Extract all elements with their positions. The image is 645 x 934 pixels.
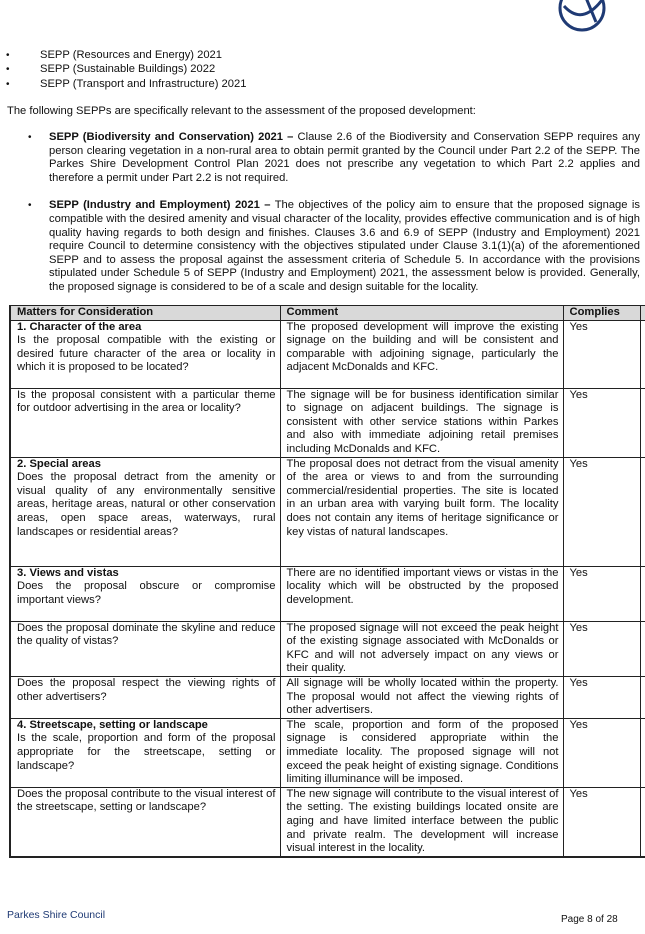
matter-cell xyxy=(10,320,280,388)
matter-text: Does the proposal respect the viewing rights of other advertisers? xyxy=(17,676,276,703)
comment-cell: The new signage will contribute to the visual interest of the setting. The existing buildings located onsite are aging and have limited interface between the public and private realm. The development will increase visual interest in the locality. xyxy=(280,787,563,856)
sepp-title: SEPP (Industry and Employment) 2021 – xyxy=(49,199,271,212)
sepp-item xyxy=(0,199,640,294)
spacer-cell xyxy=(640,388,645,457)
comment-cell: The proposed development will improve the existing signage on the building and will be consistent and comparable with adjoining signage, particularly the adjacent McDonalds and KFC. xyxy=(280,320,563,388)
spacer-cell xyxy=(640,320,645,388)
spacer-cell xyxy=(640,621,645,676)
column-header: Matters for Consideration xyxy=(10,306,280,321)
matter-cell xyxy=(10,718,280,787)
list-item: • SEPP (Transport and Infrastructure) 2021 xyxy=(0,78,640,92)
comment-cell: The proposal does not detract from the visual amenity of the area or views to and from the surrounding commercial/residential properties. The site is located in an urban area with varying built form. The locality does not contain any items of heritage significance or key vistas of natural landscapes. xyxy=(280,457,563,566)
sepp-title: SEPP (Biodiversity and Conservation) 2021 – xyxy=(49,131,294,143)
matter-heading: 4. Streetscape, setting or landscape xyxy=(17,718,208,731)
table-row xyxy=(10,676,645,718)
table-row xyxy=(10,388,645,457)
list-item: • SEPP (Sustainable Buildings) 2022 xyxy=(0,63,640,77)
table-row xyxy=(10,718,645,787)
matter-text: Does the proposal contribute to the visual interest of the streetscape, setting or landscape? xyxy=(17,787,276,814)
matter-text: Does the proposal obscure or compromise important views? xyxy=(17,580,276,606)
table-row xyxy=(10,621,645,676)
page-number: Page 8 of 28 xyxy=(561,914,618,925)
list-item: • SEPP (Resources and Energy) 2021 xyxy=(0,49,640,63)
matter-heading: 3. Views and vistas xyxy=(17,566,119,579)
column-header: Complies xyxy=(563,306,640,321)
complies-cell: Yes xyxy=(563,388,640,457)
matter-heading: 2. Special areas xyxy=(17,457,101,470)
comment-cell: There are no identified important views or vistas in the locality which will be obstructed by the proposed development. xyxy=(280,566,563,621)
complies-cell: Yes xyxy=(563,787,640,856)
comment-cell: The proposed signage will not exceed the peak height of the existing signage associated with McDonalds or KFC and will not adversely impact on any views or their quality. xyxy=(280,621,563,676)
sepp-body: The objectives of the policy aim to ensure that the proposed signage is compatible with the desired amenity and visual character of the locality, provides effective communication and is of high quality having regards to both design and finishes. Clauses 3.6 and 6.9 of SEPP (Industry and Employment) 2021 require Council to determine consistency with the objectives stipulated under Clause 3.1(1)(a) of the aforementioned SEPP and to assess the proposal against the assessment criteria of Schedule 5. In accordance with the provisions stipulated under Schedule 5 of SEPP (Industry and Employment) 2021, the assessment below is provided. Generally, the proposed signage is considered to be of a scale and design suitable for the locality. xyxy=(49,199,640,293)
sepp-body: Clause 2.6 of the Biodiversity and Conservation SEPP requires any person clearing vegetation in a non-rural area to obtain permit granted by the Council under Part 2.2 of the SEPP. The Parkes Shire Development Control Plan 2021 does not prescribe any vegetation to which Part 2.2 applies and therefore a permit under Part 2.2 is not required. xyxy=(49,131,640,184)
matter-text: Is the proposal consistent with a particular theme for outdoor advertising in the area or locality? xyxy=(17,388,276,415)
matter-text: Is the proposal compatible with the existing or desired future character of the area or locality in which it is proposed to be located? xyxy=(17,334,276,374)
matter-text: Does the proposal dominate the skyline and reduce the quality of vistas? xyxy=(17,621,276,648)
sepp-item xyxy=(0,131,640,185)
spacer-cell xyxy=(640,787,645,856)
assessment-table xyxy=(9,305,645,858)
spacer-cell xyxy=(640,457,645,566)
matter-cell xyxy=(10,676,280,718)
spacer-cell xyxy=(640,718,645,787)
column-header: Comment xyxy=(280,306,563,321)
sepp-list xyxy=(0,131,640,295)
comment-cell: The scale, proportion and form of the proposed signage is considered appropriate within the immediate locality. The proposed signage will not exceed the peak height of existing signage. Conditions limiting illuminance will be imposed. xyxy=(280,718,563,787)
column-header-spacer xyxy=(640,306,645,321)
table-row xyxy=(10,787,645,856)
comment-cell: All signage will be wholly located within the property. The proposal would not affect the viewing rights of other advertisers. xyxy=(280,676,563,718)
matter-cell xyxy=(10,787,280,856)
intro-paragraph: The following SEPPs are specifically relevant to the assessment of the proposed development: xyxy=(7,105,476,117)
matter-cell xyxy=(10,457,280,566)
table-row xyxy=(10,320,645,388)
table-row xyxy=(10,457,645,566)
complies-cell: Yes xyxy=(563,676,640,718)
comment-cell: The signage will be for business identification similar to signage on adjacent buildings. The signage is consistent with other service stations within Parkes and also with immediate adjoining retail premises including McDonalds and KFC. xyxy=(280,388,563,457)
complies-cell: Yes xyxy=(563,621,640,676)
complies-cell: Yes xyxy=(563,457,640,566)
top-bullet-list xyxy=(0,49,640,92)
spacer-cell xyxy=(640,676,645,718)
matter-cell xyxy=(10,566,280,621)
council-name: Parkes Shire Council xyxy=(7,909,106,921)
table-header-row xyxy=(10,306,645,321)
matter-text: Is the scale, proportion and form of the proposal appropriate for the streetscape, setting or landscape? xyxy=(17,732,276,772)
complies-cell: Yes xyxy=(563,718,640,787)
spacer-cell xyxy=(640,566,645,621)
matter-cell xyxy=(10,621,280,676)
council-logo-icon xyxy=(556,0,608,36)
matter-heading: 1. Character of the area xyxy=(17,320,142,333)
matter-cell xyxy=(10,388,280,457)
complies-cell: Yes xyxy=(563,320,640,388)
matter-text: Does the proposal detract from the amenity or visual quality of any environmentally sensitive areas, heritage areas, natural or other conservation areas, open space areas, waterways, rural landscapes or residential areas? xyxy=(17,471,276,538)
table-row xyxy=(10,566,645,621)
complies-cell: Yes xyxy=(563,566,640,621)
